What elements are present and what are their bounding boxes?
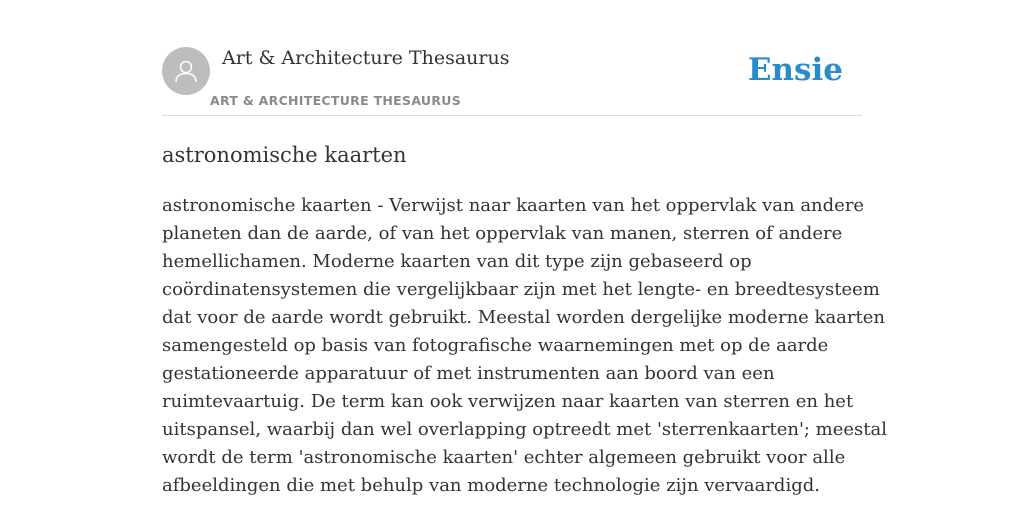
- definition-line: uitspansel, waarbij dan wel overlapping optreedt met 'sterrenkaarten'; meestal: [162, 419, 888, 440]
- definition-line: ruimtevaartuig. De term kan ook verwijzen naar kaarten van sterren en het: [162, 391, 854, 412]
- definition-line: hemellichamen. Moderne kaarten van dit type zijn gebaseerd op: [162, 251, 752, 272]
- definition-line: samengesteld op basis van fotografische waarnemingen met op de aarde: [162, 335, 829, 356]
- definition-line: planeten dan de aarde, of van het oppervlak van manen, sterren of andere: [162, 223, 843, 244]
- header-divider: [162, 115, 862, 116]
- user-icon: [172, 57, 200, 85]
- definition-line: afbeeldingen die met behulp van moderne technologie zijn vervaardigd.: [162, 475, 820, 496]
- ensie-logo[interactable]: Ensie: [747, 52, 843, 88]
- term-title: astronomische kaarten: [162, 143, 407, 167]
- definition-line: wordt de term 'astronomische kaarten' echter algemeen gebruikt voor alle: [162, 447, 846, 468]
- source-title[interactable]: Art & Architecture Thesaurus: [222, 47, 510, 69]
- definition-line: gestationeerde apparatuur of met instrumenten aan boord van een: [162, 363, 775, 384]
- definition-line: coördinatensystemen die vergelijkbaar zijn met het lengte- en breedtesysteem: [162, 279, 880, 300]
- definition-text: [162, 192, 888, 500]
- definition-line: astronomische kaarten - Verwijst naar kaarten van het oppervlak van andere: [162, 195, 865, 216]
- definition-line: dat voor de aarde wordt gebruikt. Meestal worden dergelijke moderne kaarten: [162, 307, 885, 328]
- source-subtitle[interactable]: ART & ARCHITECTURE THESAURUS: [210, 93, 462, 108]
- avatar[interactable]: [162, 47, 210, 95]
